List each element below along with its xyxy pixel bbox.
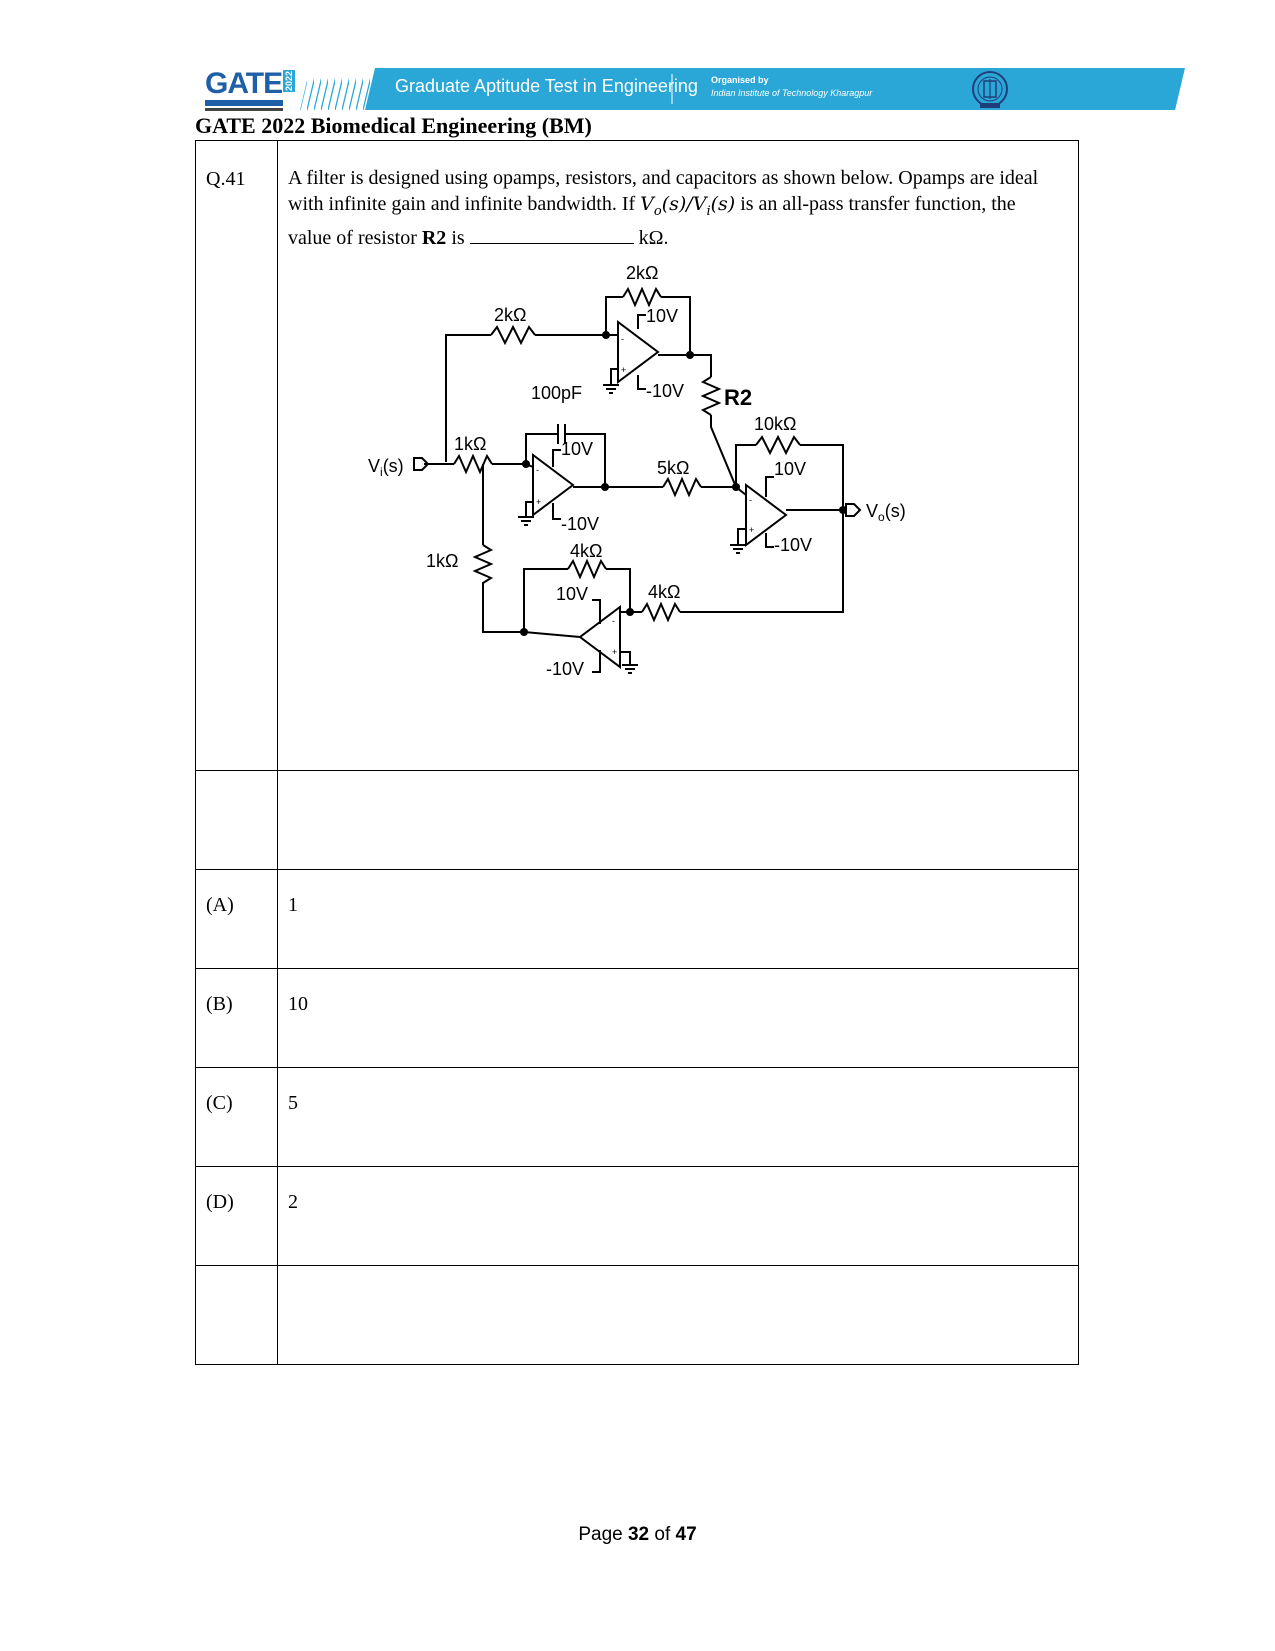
label-supply-neg-1: -10V [646,381,685,401]
gate-logo-text: GATE [205,67,283,100]
label-r2: R2 [724,385,753,410]
label-supply-pos-4: 10V [556,584,589,604]
svg-text:-: - [612,616,615,626]
svg-text:+: + [749,525,755,535]
label-supply-pos-2: 10V [561,439,594,459]
resistor-r2 [703,377,719,415]
resistor-1k-input [454,456,492,472]
page-total: 47 [675,1524,697,1545]
option-label: (A) [196,870,278,969]
question-number: Q.41 [196,141,278,771]
label-r-10k: 10kΩ [754,414,797,434]
label-r-5k: 5kΩ [657,458,690,478]
option-row-b [196,969,1079,1068]
svg-text:+: + [621,365,627,375]
svg-text:-: - [536,465,539,475]
option-row-d [196,1167,1079,1266]
resistor-2k-feedback [623,289,661,305]
paper-title: GATE 2022 Biomedical Engineering (BM) [195,113,592,138]
option-value: 5 [278,1068,1079,1167]
option-label: (C) [196,1068,278,1167]
label-r-top-input: 2kΩ [494,305,527,325]
option-value: 2 [278,1167,1079,1266]
iit-kharagpur-emblem-icon [970,69,1010,111]
label-vin: $V_i(s)$ [368,456,404,479]
gate-logo-year: 2022 [284,71,294,92]
label-supply-neg-3: -10V [774,535,813,555]
resistor-10k [756,437,800,453]
label-r-4k-in: 4kΩ [648,582,681,602]
blank-row [196,1266,1079,1365]
resistor-4k-input [642,604,680,620]
option-label: (D) [196,1167,278,1266]
resistor-1k-down [475,545,491,583]
svg-text:-: - [749,495,752,505]
svg-text:+: + [536,497,542,507]
option-label: (B) [196,969,278,1068]
resistor-5k [663,479,701,495]
label-supply-pos-3: 10V [774,459,807,479]
circuit-diagram [368,263,976,727]
banner-organiser: Indian Institute of Technology Kharagpur [711,88,873,98]
label-supply-pos-1: 10V [646,306,679,326]
svg-text:+: + [612,647,618,657]
resistor-name: R2 [421,227,447,249]
label-supply-neg-2: -10V [561,514,600,534]
resistor-2k-input [491,327,535,343]
gate-logo [205,68,297,113]
banner-organised-by: Organised by [711,75,769,85]
banner-title: Graduate Aptitude Test in Engineering [395,76,698,96]
label-cap: 100pF [531,383,583,403]
option-row-c [196,1068,1079,1167]
label-r-4k-fb: 4kΩ [570,541,603,561]
gate-logo-subtitle-bar [205,100,283,106]
answer-blank [470,227,634,244]
label-supply-neg-4: -10V [546,659,585,679]
label-r-top-feedback: 2kΩ [626,263,659,283]
resistor-4k-feedback [568,561,606,577]
option-value: 1 [278,870,1079,969]
page-footer: Page 32 of 47 [578,1524,697,1545]
question-text: A filter is designed using opamps, resistors, and capacitors as shown below. Opamps are ideal with infinite gain and infinite bandwidth. If $V_o(s)/V_i(s)$ is an all-pass transfer function, the value of resistor R2 is kΩ. [288,167,1039,249]
blank-row [196,771,1079,870]
option-value: 10 [278,969,1079,1068]
page-number: 32 [627,1524,650,1545]
label-vout: $V_o(s)$ [866,501,906,524]
svg-text:-: - [621,334,624,344]
option-row-a [196,870,1079,969]
label-r-1k-down: 1kΩ [426,551,459,571]
vout-terminal [846,504,860,516]
gate-logo-hindi-bar [205,108,283,111]
label-r-1k-in: 1kΩ [454,434,487,454]
